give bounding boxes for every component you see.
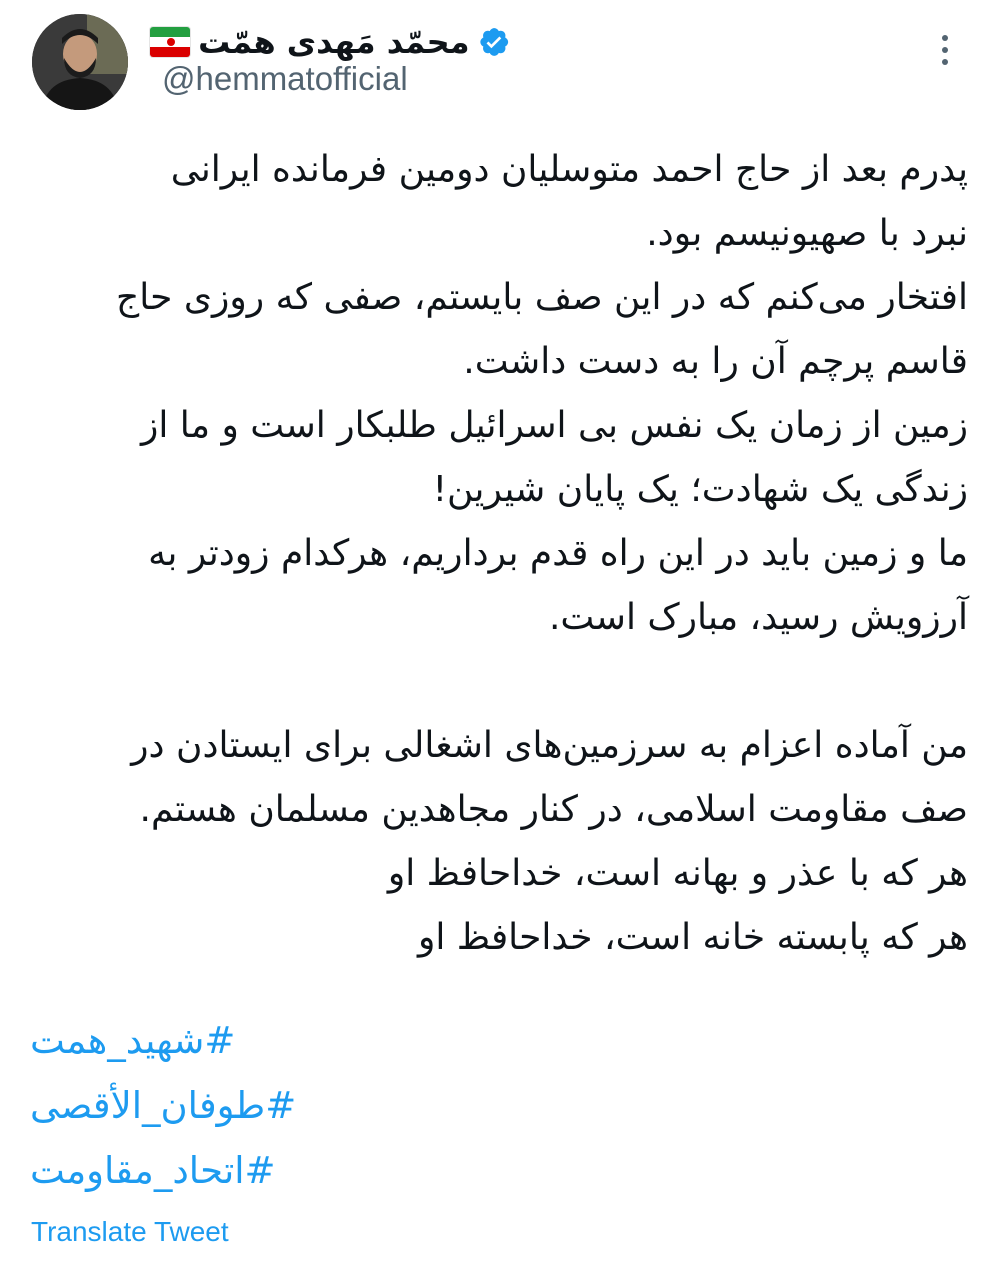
author-name-row[interactable] [150,20,510,64]
tweet-line: هر که با عذر و بهانه است، خداحافظ او [387,853,968,894]
iran-flag-icon [150,27,190,57]
tweet-line: افتخار می‌کنم که در این صف بایستم، صفی که روزی حاج [115,277,968,318]
tweet-line: آرزویش رسید، مبارک است. [548,597,968,638]
tweet-line: زندگی یک شهادت؛ یک پایان شیرین! [432,469,968,510]
avatar[interactable] [32,14,128,110]
more-vertical-icon [942,35,948,41]
avatar-image [32,14,128,110]
tweet-line: پدرم بعد از حاج احمد متوسلیان دومین فرمانده ایرانی [170,149,968,190]
translate-tweet-link[interactable]: Translate Tweet [31,1216,229,1247]
tweet-line: من آماده اعزام به سرزمین‌های اشغالی برای ایستادن در [131,725,968,766]
tweet-line: ما و زمین باید در این راه قدم برداریم، هرکدام زودتر به [148,533,968,574]
verified-badge-icon [478,25,511,59]
hashtag-list [30,1008,530,1203]
more-options-button[interactable] [930,28,960,72]
hashtag-link[interactable]: #طوفان_الأقصی [30,1084,297,1127]
tweet-line: قاسم پرچم آن را به دست داشت. [463,341,968,382]
tweet-line: زمین از زمان یک نفس بی اسرائیل طلبکار است و ما از [140,405,968,446]
tweet-line: هر که پابسته خانه است، خداحافظ او [417,917,968,958]
paragraph-spacer [28,650,968,714]
author-handle[interactable]: @hemmatofficial [162,60,408,97]
tweet-line: نبرد با صهیونیسم بود. [646,213,968,254]
tweet-line: صف مقاومت اسلامی، در کنار مجاهدین مسلمان هستم. [139,789,968,830]
hashtag-link[interactable]: #شهید_همت [30,1019,236,1062]
hashtag-link[interactable]: #اتحاد_مقاومت [30,1149,276,1192]
display-name[interactable]: محمّد مَهدی همّت [198,23,470,61]
tweet-text [28,138,968,970]
